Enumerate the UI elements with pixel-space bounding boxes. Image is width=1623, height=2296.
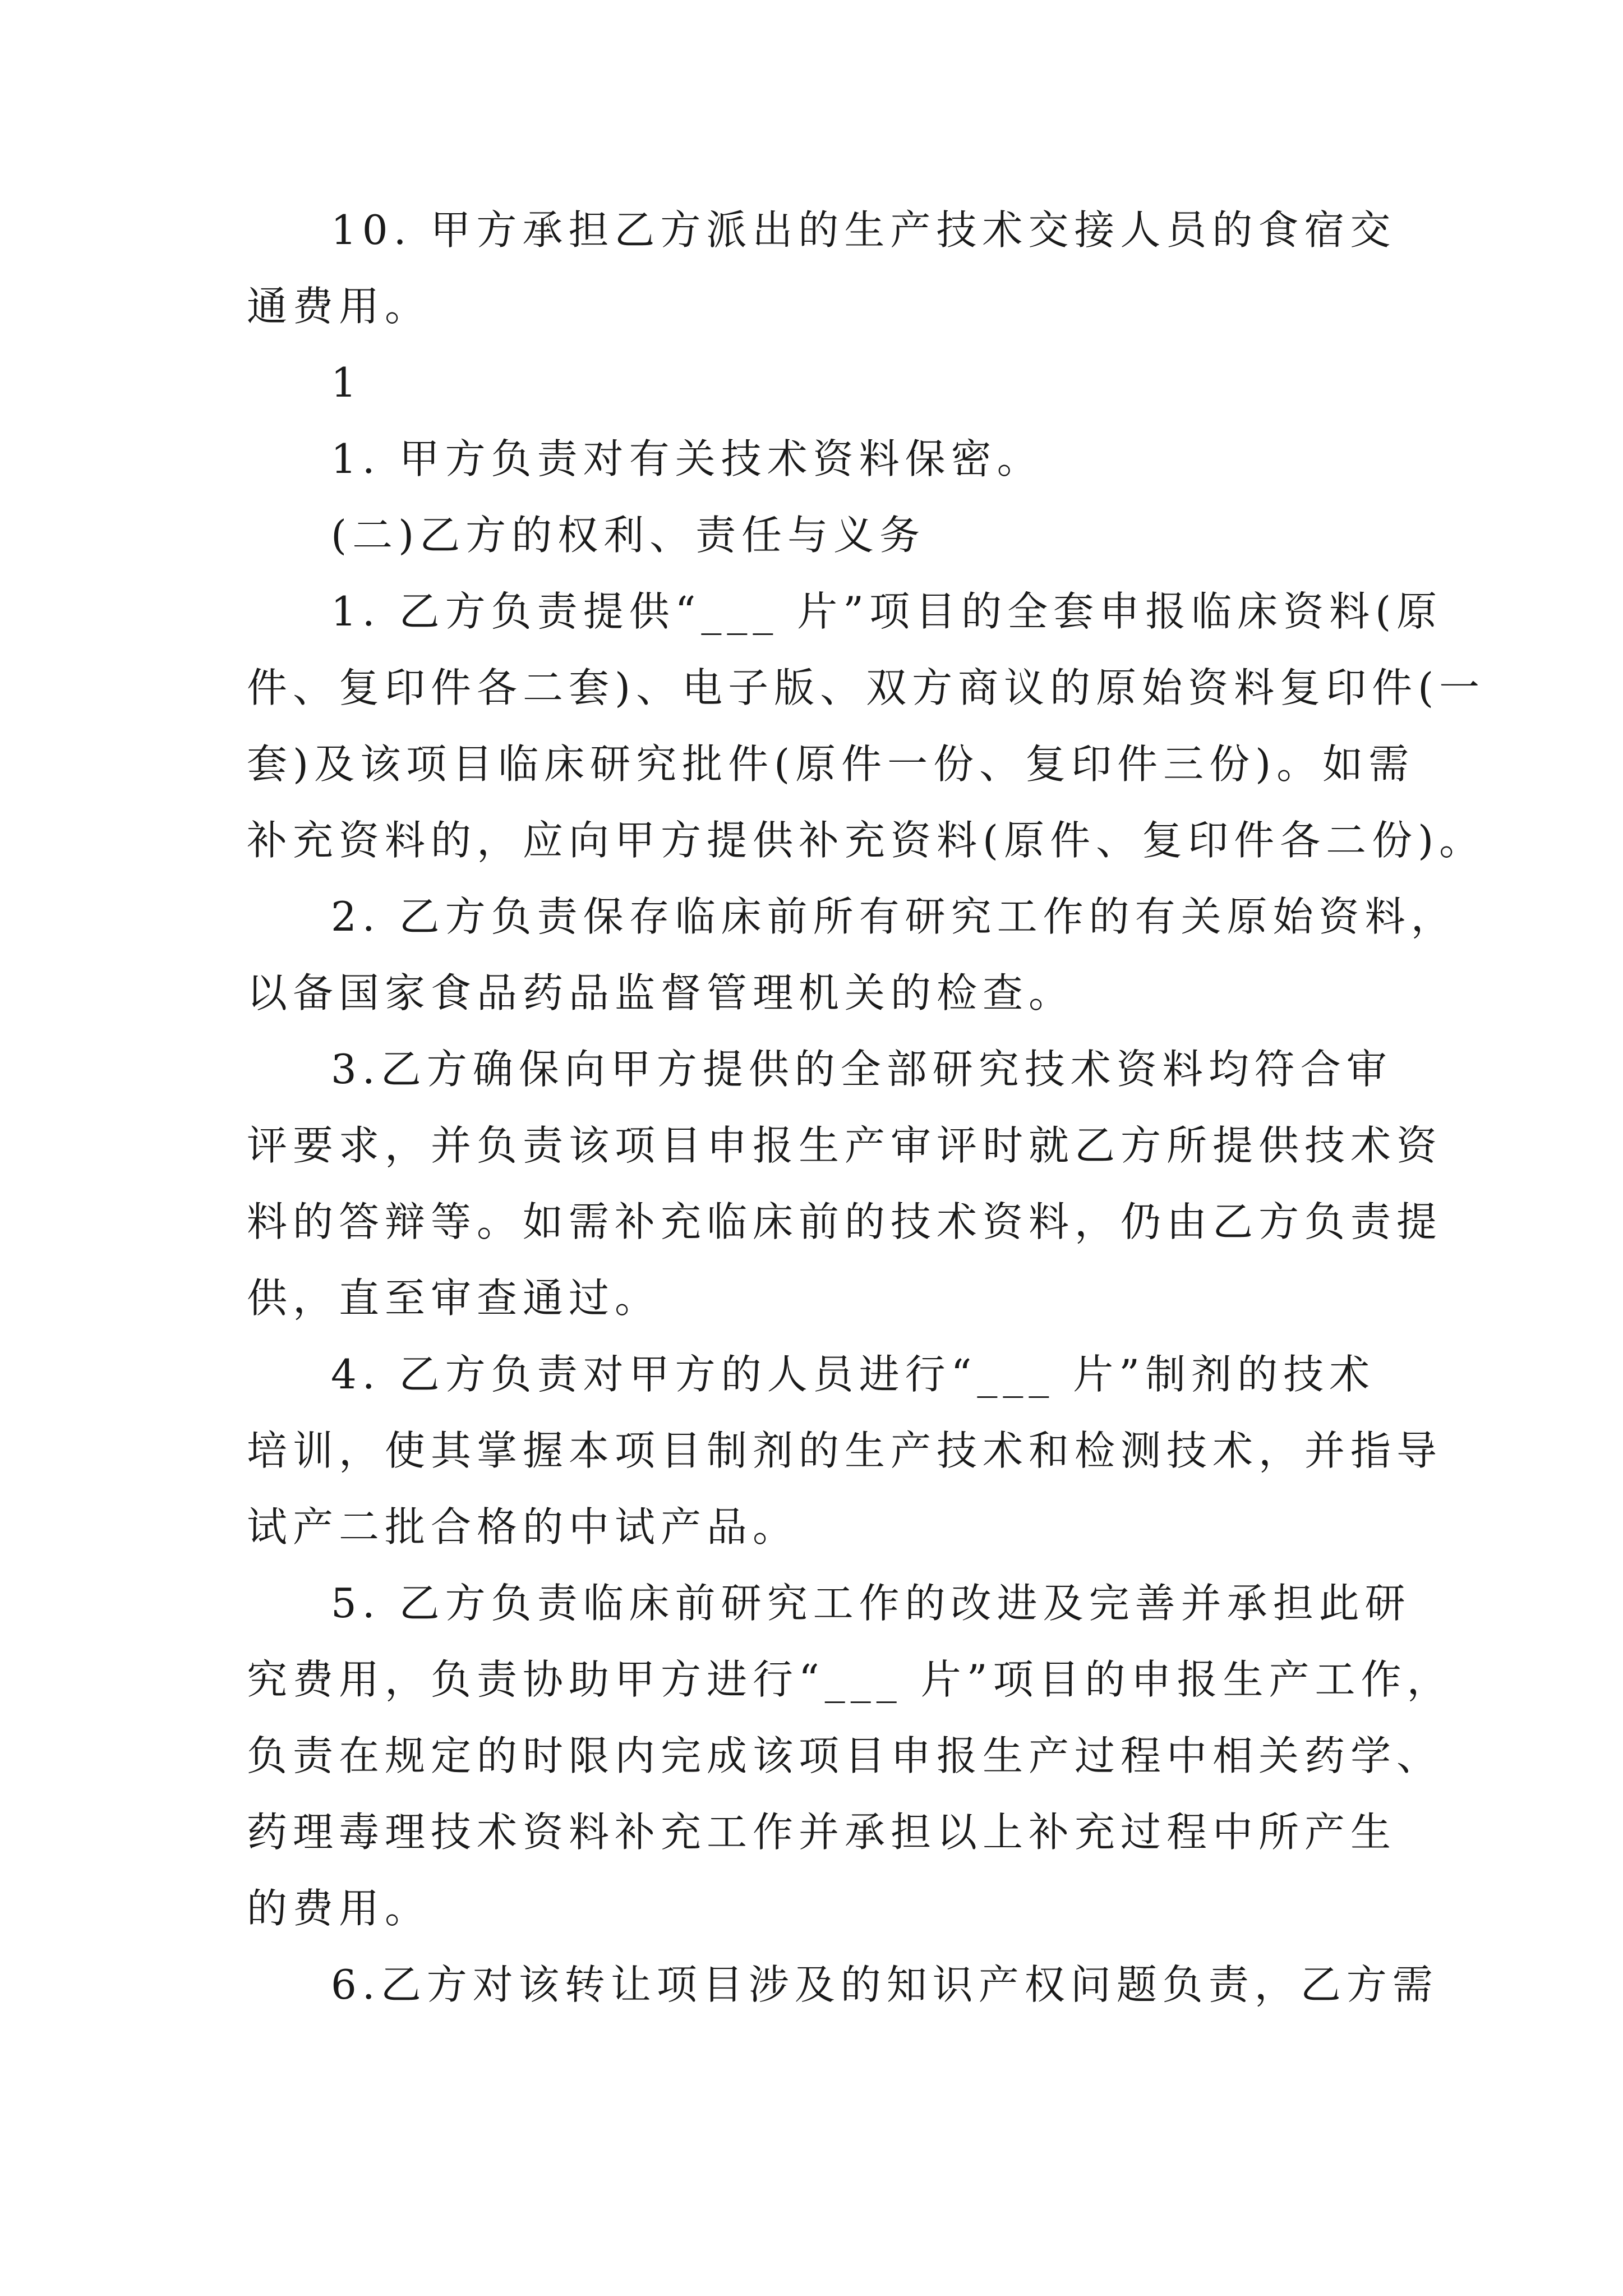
paragraph-line: 供，直至审查通过。 [247,1274,661,1322]
paragraph-line: 1 [331,359,362,406]
section-heading: (二)乙方的权利、责任与义务 [331,512,926,559]
paragraph-line: 通费用。 [247,283,431,330]
paragraph-line: 试产二批合格的中试产品。 [247,1503,799,1550]
paragraph-line: 3.乙方确保向甲方提供的全部研究技术资料均符合审 [331,1046,1393,1093]
paragraph-line: 1. 乙方负责提供“___ 片”项目的全套申报临床资料(原 [331,588,1443,635]
paragraph-line: 套)及该项目临床研究批件(原件一份、复印件三份)。如需 [247,740,1415,788]
paragraph-line: 的费用。 [247,1885,431,1932]
paragraph-line: 4. 乙方负责对甲方的人员进行“___ 片”制剂的技术 [331,1351,1376,1398]
paragraph-line: 料的答辩等。如需补充临床前的技术资料，仍由乙方负责提 [247,1198,1443,1245]
paragraph-line: 以备国家食品药品监督管理机关的检查。 [247,969,1075,1016]
paragraph-line: 究费用，负责协助甲方进行“___ 片”项目的申报生产工作， [247,1656,1453,1703]
paragraph-line: 评要求，并负责该项目申报生产审评时就乙方所提供技术资 [247,1122,1443,1169]
paragraph-line: 5. 乙方负责临床前研究工作的改进及完善并承担此研 [331,1580,1411,1627]
paragraph-line: 件、复印件各二套)、电子版、双方商议的原始资料复印件(一 [247,664,1486,711]
paragraph-line: 6.乙方对该转让项目涉及的知识产权问题负责，乙方需 [331,1961,1438,2008]
paragraph-line: 补充资料的，应向甲方提供补充资料(原件、复印件各二份)。 [247,817,1486,864]
paragraph-line: 负责在规定的时限内完成该项目申报生产过程中相关药学、 [247,1732,1443,1779]
paragraph-line: 药理毒理技术资料补充工作并承担以上补充过程中所产生 [247,1809,1397,1856]
paragraph-line: 1. 甲方负责对有关技术资料保密。 [331,435,1043,482]
paragraph-line: 10. 甲方承担乙方派出的生产技术交接人员的食宿交 [331,206,1396,254]
paragraph-line: 2. 乙方负责保存临床前所有研究工作的有关原始资料， [331,893,1457,940]
paragraph-line: 培训，使其掌握本项目制剂的生产技术和检测技术，并指导 [247,1427,1443,1474]
